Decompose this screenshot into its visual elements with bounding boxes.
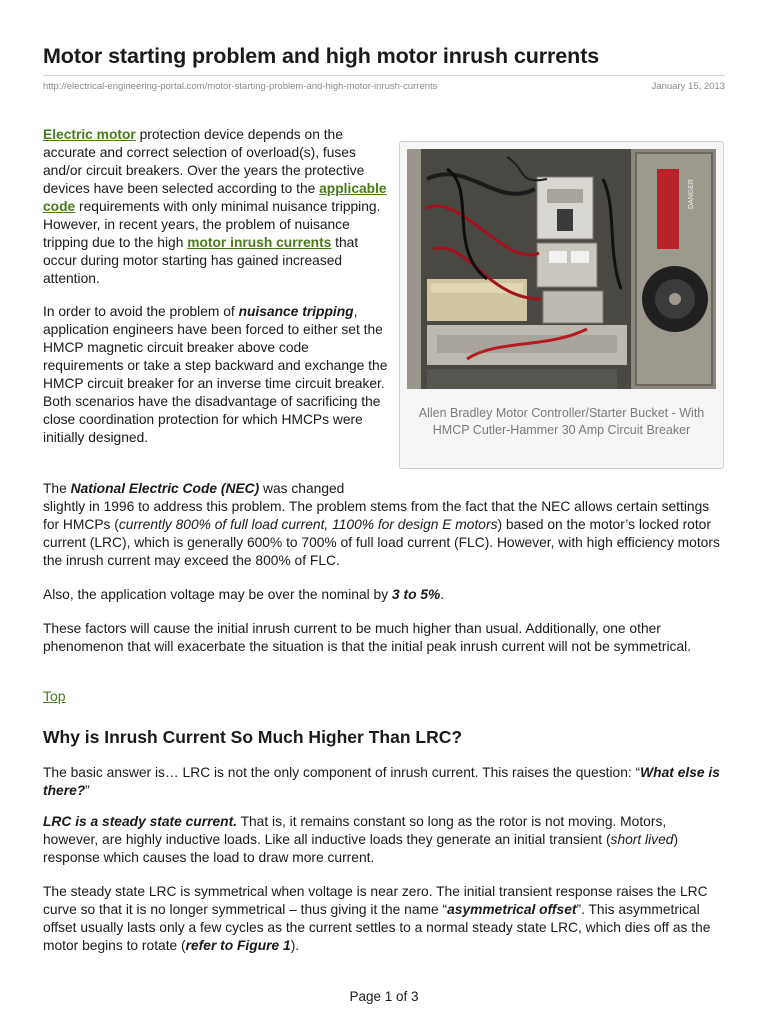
page-number: Page 1 of 3 xyxy=(349,989,419,1004)
source-url[interactable]: http://electrical-engineering-portal.com/motor-starting-problem-and-high-motor-inrush-currents xyxy=(43,81,438,92)
link-electric-motor[interactable]: Electric motor xyxy=(43,127,136,142)
link-applicable-code[interactable]: applicable code xyxy=(43,181,387,214)
intro-paragraph-2: In order to avoid the problem of nuisance tripping, application engineers have been forced to either set the HMCP magnetic circuit breaker above code requirements or take a step backward and exchange the HMCP circuit breaker for an inverse time circuit breaker. Both scenarios have the disadvantage of sacrificing the close coordination protection for which HMCPs were initially designed. xyxy=(43,304,388,445)
top-link-row xyxy=(43,688,725,706)
section-heading-row xyxy=(43,727,725,748)
figure-caption: Allen Bradley Motor Controller/Starter Bucket - With HMCP Cutler-Hammer 30 Amp Circuit Breaker xyxy=(418,406,705,437)
motor-controller-photo xyxy=(407,149,716,389)
figure-box xyxy=(399,141,724,469)
paragraph-steady-state: LRC is a steady state current. That is, it remains constant so long as the rotor is not moving. Motors, however, are highly inductive loads. Like all inductive loads they generate an initial transient (short lived) response which causes the load to draw more current. xyxy=(43,814,679,865)
paragraph-nec: The National Electric Code (NEC) was changed slightly in 1996 to address this problem. The problem stems from the fact that the NEC allows certain settings for HMCPs (currently 800% of full load current, 1100% for design E motors) based on the motor’s locked rotor current (LRC), which is generally 600% to 700% of full load current (FLC). However, with high efficiency motors the inrush current may exceed the 800% of FLC. xyxy=(43,481,720,568)
paragraph-factors: These factors will cause the initial inrush current to be much higher than usual. Additionally, one other phenomenon that will exacerbate the situation is that the initial peak inrush current will not be symmetrical. xyxy=(43,621,692,654)
intro-paragraph-1: Electric motor protection device depends on the accurate and correct selection of overload(s), fuses and/or circuit breakers. Over the years the protective devices have been selected according to the applicable code requirements with only minimal nuisance tripping. However, in recent years, the problem of nuisance tripping due to the high motor inrush currents that occur during motor starting has gained increased attention. xyxy=(43,127,387,286)
page-title: Motor starting problem and high motor inrush currents xyxy=(43,44,600,68)
header-divider xyxy=(43,75,725,76)
paragraph-basic-answer: The basic answer is… LRC is not the only component of inrush current. This raises the question: “What else is there?” xyxy=(43,765,720,798)
svg-text:DANGER: DANGER xyxy=(688,179,695,209)
source-line xyxy=(43,81,725,93)
section-heading: Why is Inrush Current So Much Higher Than LRC? xyxy=(43,727,463,747)
intro-column xyxy=(43,126,388,462)
paragraph-voltage: Also, the application voltage may be over the nominal by 3 to 5%. xyxy=(43,587,445,602)
publish-date: January 15, 2013 xyxy=(651,81,725,92)
paragraph-asymmetrical: The steady state LRC is symmetrical when voltage is near zero. The initial transient response raises the LRC curve so that it is no longer symmetrical – thus giving it the name “asymmetrical offset”. This asymmetrical offset usually lasts only a few cycles as the current settles to a normal steady state LRC, which dies off as the motor begins to rotate (refer to Figure 1). xyxy=(43,884,711,953)
link-motor-inrush-currents[interactable]: motor inrush currents xyxy=(187,235,332,250)
top-link[interactable]: Top xyxy=(43,688,66,704)
